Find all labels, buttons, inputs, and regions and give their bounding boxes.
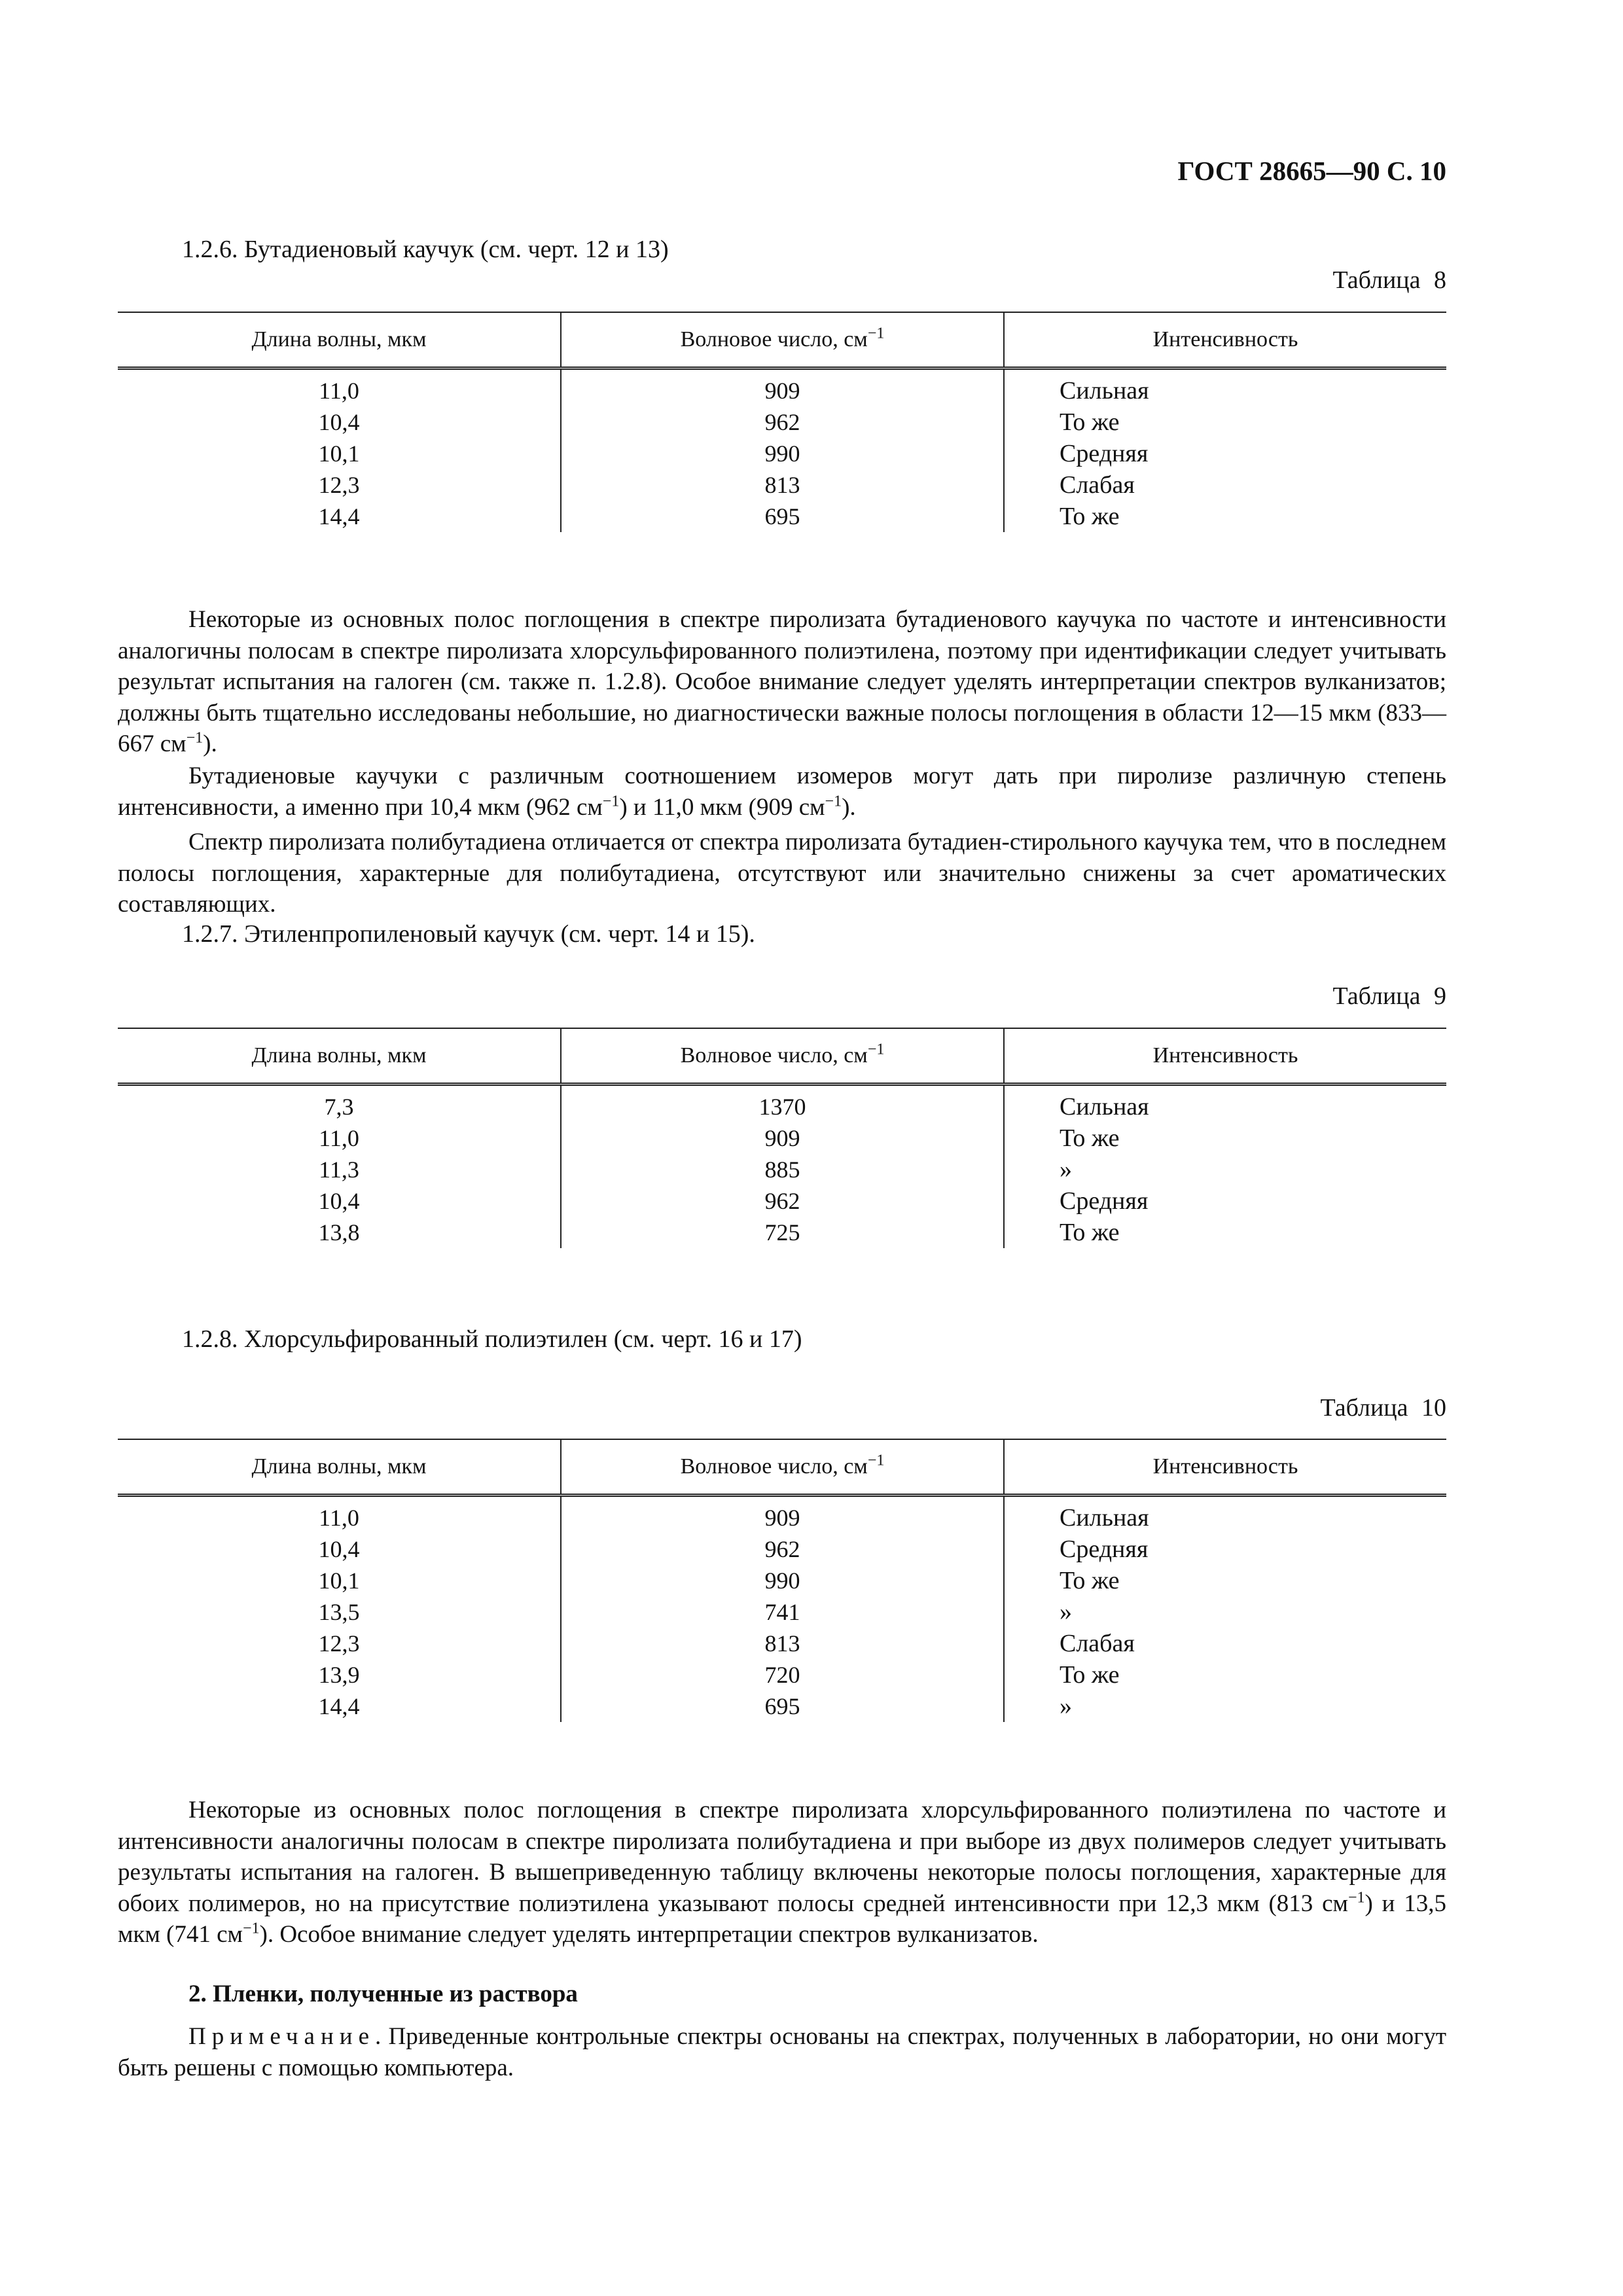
- cell-wavenumber: 990: [561, 438, 1004, 469]
- cell-wavenumber: 909: [561, 1496, 1004, 1534]
- cell-wavelength: 10,1: [318, 1568, 360, 1594]
- paragraph-text: ). Особое внимание следует уделять интерпретации спектров вулканизатов.: [259, 1921, 1039, 1948]
- cell-wavenumber: 885: [561, 1154, 1004, 1185]
- cell-wavenumber: 695: [561, 1691, 1004, 1722]
- cell-wavelength: 10,4: [318, 1188, 360, 1214]
- cell-wavenumber: 741: [561, 1596, 1004, 1628]
- table-row: [118, 501, 1446, 532]
- col-header-wavenumber: [561, 1028, 1004, 1085]
- table-10: [118, 1439, 1446, 1722]
- cell-wavelength: 12,3: [318, 1630, 360, 1657]
- cell-wavenumber: 909: [561, 1122, 1004, 1154]
- table-row: [118, 1496, 1446, 1534]
- table-row: [118, 438, 1446, 469]
- cell-intensity: »: [1004, 1154, 1446, 1185]
- cell-wavelength: 13,9: [318, 1662, 360, 1688]
- cell-intensity: »: [1004, 1691, 1446, 1722]
- cell-intensity: Слабая: [1004, 1628, 1446, 1659]
- table-row: [118, 1691, 1446, 1722]
- table-row: [118, 1154, 1446, 1185]
- cell-wavenumber: 813: [561, 1628, 1004, 1659]
- cell-wavelength: 10,4: [318, 1536, 360, 1562]
- cell-intensity: То же: [1004, 1122, 1446, 1154]
- cell-intensity: То же: [1004, 1217, 1446, 1248]
- table-row: [118, 368, 1446, 407]
- table-caption-number: 10: [1421, 1394, 1446, 1422]
- cell-wavelength: 12,3: [318, 472, 360, 498]
- table-8-body: [118, 368, 1446, 533]
- paragraph-text: ) и 11,0 мкм (909 см: [619, 793, 825, 821]
- note-label: Примечание: [188, 2023, 375, 2050]
- cell-wavenumber: 990: [561, 1565, 1004, 1596]
- cell-wavelength: 11,0: [319, 378, 359, 404]
- table-row: [118, 1085, 1446, 1123]
- superscript-minus-one: −1: [867, 1452, 885, 1469]
- paragraph-text: ).: [842, 793, 856, 821]
- superscript-minus-one: −1: [602, 793, 620, 810]
- table-caption-number: 9: [1434, 982, 1446, 1010]
- cell-wavenumber: 720: [561, 1659, 1004, 1691]
- col-header-wavelength: Длина волны, мкм: [118, 312, 561, 368]
- cell-wavelength: 13,8: [318, 1219, 360, 1246]
- cell-intensity: Сильная: [1004, 368, 1446, 407]
- table-row: [118, 1565, 1446, 1596]
- cell-wavelength: 11,3: [319, 1157, 359, 1183]
- superscript-minus-one: −1: [242, 1920, 260, 1937]
- table-header-row: [118, 1439, 1446, 1496]
- cell-intensity: То же: [1004, 406, 1446, 438]
- cell-wavenumber: 1370: [561, 1085, 1004, 1123]
- note-paragraph: [118, 2021, 1446, 2083]
- table-10-body: [118, 1496, 1446, 1723]
- table-row: [118, 469, 1446, 501]
- cell-wavelength: 11,0: [319, 1125, 359, 1151]
- section-heading-1-2-7: 1.2.7. Этиленпропиленовый каучук (см. черт. 14 и 15).: [182, 920, 755, 948]
- cell-wavenumber: 962: [561, 1534, 1004, 1565]
- cell-wavelength: 7,3: [324, 1094, 354, 1120]
- paragraph-chlorosulfonated-bands: [118, 1795, 1446, 1950]
- col-header-wavenumber: [561, 312, 1004, 368]
- table-caption-8: [982, 264, 1446, 296]
- table-9-body: [118, 1085, 1446, 1249]
- note-text: . Приведенные контрольные спектры основаны на спектрах, полученных в лаборатории, но они могут быть решены с помощью компьютера.: [118, 2023, 1446, 2081]
- table-header-row: [118, 1028, 1446, 1085]
- table-caption-word: Таблица: [1332, 266, 1421, 294]
- col-header-wavenumber-text: Волновое число, см: [680, 327, 868, 351]
- paragraph-text: Некоторые из основных полос поглощения в спектре пиролизата хлорсульфированного полиэтилена по частоте и интенсивности аналогичны полосам в спектре пиролизата полибутадиена и при выборе из двух полимеров следует учитывать результаты испытания на галоген. В вышеприведенную таблицу включены некоторые полосы поглощения, характерные для обоих полимеров, но на присутствие полиэтилена указывают полосы средней интенсивности при 12,3 мкм (813 см: [118, 1797, 1446, 1917]
- paragraph-text: ).: [203, 730, 217, 757]
- paragraph-text: Бутадиеновые каучуки с различным соотношением изомеров могут дать при пиролизе различную степень интенсивности, а именно при 10,4 мкм (962 см: [118, 762, 1446, 821]
- table-caption-9: [982, 980, 1446, 1012]
- page-header: ГОСТ 28665—90 С. 10: [1177, 156, 1446, 186]
- cell-intensity: То же: [1004, 501, 1446, 532]
- cell-wavenumber: 813: [561, 469, 1004, 501]
- cell-wavenumber: 962: [561, 1185, 1004, 1217]
- col-header-intensity: Интенсивность: [1004, 1028, 1446, 1085]
- col-header-wavelength: Длина волны, мкм: [118, 1028, 561, 1085]
- table-caption-10: [982, 1392, 1446, 1424]
- paragraph-butadiene-bands: [118, 604, 1446, 760]
- cell-wavenumber: 962: [561, 406, 1004, 438]
- cell-intensity: »: [1004, 1596, 1446, 1628]
- col-header-wavenumber-text: Волновое число, см: [680, 1043, 868, 1067]
- col-header-wavenumber: [561, 1439, 1004, 1496]
- col-header-wavenumber-text: Волновое число, см: [680, 1454, 868, 1479]
- superscript-minus-one: −1: [186, 729, 204, 747]
- paragraph-butadiene-isomers: [118, 761, 1446, 823]
- paragraph-text: Некоторые из основных полос поглощения в спектре пиролизата бутадиенового каучука по частоте и интенсивности аналогичны полосам в спектре пиролизата хлорсульфированного полиэтилена, поэтому при идентификации следует учитывать результат испытания на галоген (см. также п. 1.2.8). Особое внимание следует уделять интерпретации спектров вулканизатов; должны быть тщательно исследованы небольшие, но диагностически важные полосы поглощения в области 12—15 мкм (833—667 см: [118, 606, 1446, 757]
- cell-intensity: Сильная: [1004, 1496, 1446, 1534]
- table-caption-word: Таблица: [1332, 982, 1421, 1010]
- table-row: [118, 1659, 1446, 1691]
- cell-intensity: Слабая: [1004, 469, 1446, 501]
- table-caption-word: Таблица: [1320, 1394, 1408, 1422]
- cell-intensity: То же: [1004, 1565, 1446, 1596]
- cell-wavenumber: 909: [561, 368, 1004, 407]
- cell-intensity: Средняя: [1004, 438, 1446, 469]
- section-heading-2: 2. Пленки, полученные из раствора: [188, 1981, 578, 2007]
- table-9: [118, 1028, 1446, 1248]
- superscript-minus-one: −1: [867, 1041, 885, 1058]
- table-row: [118, 1596, 1446, 1628]
- cell-wavelength: 10,4: [318, 409, 360, 435]
- table-row: [118, 1185, 1446, 1217]
- table-row: [118, 1217, 1446, 1248]
- table-row: [118, 1628, 1446, 1659]
- col-header-intensity: Интенсивность: [1004, 312, 1446, 368]
- superscript-minus-one: −1: [825, 793, 842, 810]
- cell-wavelength: 14,4: [318, 1693, 360, 1719]
- col-header-wavelength: Длина волны, мкм: [118, 1439, 561, 1496]
- paragraph-polybutadiene-spectrum: Спектр пиролизата полибутадиена отличается от спектра пиролизата бутадиен-стирольного каучука тем, что в последнем полосы поглощения, характерные для полибутадиена, отсутствуют или значительно снижены за счет ароматических составляющих.: [118, 829, 1446, 918]
- table-8: [118, 312, 1446, 532]
- table-row: [118, 1534, 1446, 1565]
- table-row: [118, 406, 1446, 438]
- cell-wavenumber: 695: [561, 501, 1004, 532]
- cell-intensity: Средняя: [1004, 1185, 1446, 1217]
- superscript-minus-one: −1: [867, 325, 885, 342]
- cell-intensity: Сильная: [1004, 1085, 1446, 1123]
- col-header-intensity: Интенсивность: [1004, 1439, 1446, 1496]
- table-header-row: [118, 312, 1446, 368]
- paragraph-text: ) и 13,5 мкм (741 см: [118, 1890, 1447, 1948]
- superscript-minus-one: −1: [1347, 1889, 1365, 1907]
- cell-intensity: Средняя: [1004, 1534, 1446, 1565]
- cell-wavelength: 13,5: [318, 1599, 360, 1625]
- cell-intensity: То же: [1004, 1659, 1446, 1691]
- table-caption-number: 8: [1434, 266, 1446, 294]
- cell-wavelength: 11,0: [319, 1505, 359, 1531]
- table-row: [118, 1122, 1446, 1154]
- section-heading-1-2-8: 1.2.8. Хлорсульфированный полиэтилен (см. черт. 16 и 17): [182, 1325, 802, 1353]
- cell-wavelength: 14,4: [318, 503, 360, 529]
- cell-wavelength: 10,1: [318, 440, 360, 467]
- cell-wavenumber: 725: [561, 1217, 1004, 1248]
- section-heading-1-2-6: 1.2.6. Бутадиеновый каучук (см. черт. 12 и 13): [182, 236, 669, 263]
